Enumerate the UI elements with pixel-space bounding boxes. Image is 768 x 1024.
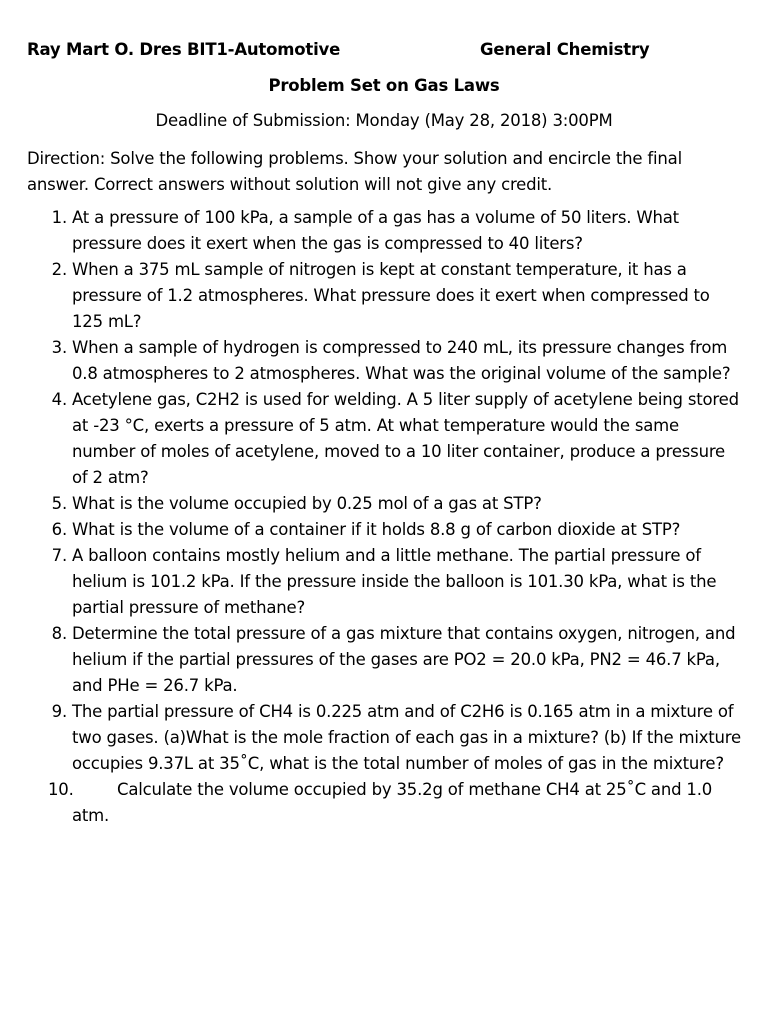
problem-text: The partial pressure of CH4 is 0.225 atm and of C2H6 is 0.165 atm in a mixture of two gases. (a)What is the mole fraction of each gas in a mixture? (b) If the mixture occupies 9.37L at 35˚C, what is the total number of moles of gas in the mixture? (72, 702, 741, 773)
problem-number: 1. (51, 208, 67, 227)
problem-text: What is the volume occupied by 0.25 mol of a gas at STP? (72, 494, 542, 513)
problem-text: A balloon contains mostly helium and a little methane. The partial pressure of helium is 101.2 kPa. If the pressure inside the balloon is 101.30 kPa, what is the partial pressure of methane? (72, 546, 717, 617)
problem-number: 9. (51, 702, 67, 721)
problem-item-9 (0, 699, 768, 777)
deadline-line: Deadline of Submission: Monday (May 28, 2018) 3:00PM (155, 111, 613, 130)
problem-item-5 (0, 491, 768, 517)
problem-item-3 (0, 335, 768, 387)
problem-text: When a 375 mL sample of nitrogen is kept at constant temperature, it has a pressure of 1.2 atmospheres. What pressure does it exert when compressed to 125 mL? (72, 260, 710, 331)
problem-number: 10. (48, 780, 74, 799)
problem-item-10 (0, 777, 768, 829)
document-title: Problem Set on Gas Laws (268, 76, 500, 95)
problem-number: 5. (51, 494, 67, 513)
problem-item-6 (0, 517, 768, 543)
problem-text: Acetylene gas, C2H2 is used for welding. A 5 liter supply of acetylene being stored at -23 °C, exerts a pressure of 5 atm. At what temperature would the same number of moles of acetylene, moved to a 10 liter container, produce a pressure of 2 atm? (72, 390, 739, 487)
student-name-header: Ray Mart O. Dres BIT1-Automotive (27, 40, 341, 59)
problem-text: Determine the total pressure of a gas mixture that contains oxygen, nitrogen, and helium if the partial pressures of the gases are PO2 = 20.0 kPa, PN2 = 46.7 kPa, and PHe = 26.7 kPa. (72, 624, 736, 695)
problem-text: Calculate the volume occupied by 35.2g of methane CH4 at 25˚C and 1.0 atm. (72, 780, 713, 825)
problem-text: What is the volume of a container if it holds 8.8 g of carbon dioxide at STP? (72, 520, 681, 539)
problem-number: 7. (51, 546, 67, 565)
problem-text: At a pressure of 100 kPa, a sample of a gas has a volume of 50 liters. What pressure does it exert when the gas is compressed to 40 liters? (72, 208, 679, 253)
problem-item-1 (0, 205, 768, 257)
problem-number: 4. (51, 390, 67, 409)
problem-number: 2. (51, 260, 67, 279)
problem-item-2 (0, 257, 768, 335)
problem-number: 3. (51, 338, 67, 357)
problem-list (0, 205, 768, 829)
problem-text: When a sample of hydrogen is compressed to 240 mL, its pressure changes from 0.8 atmospheres to 2 atmospheres. What was the original volume of the sample? (72, 338, 731, 383)
course-header: General Chemistry (480, 40, 650, 59)
problem-item-4 (0, 387, 768, 491)
problem-item-7 (0, 543, 768, 621)
problem-item-8 (0, 621, 768, 699)
problem-number: 8. (51, 624, 67, 643)
problem-number: 6. (51, 520, 67, 539)
direction-paragraph: Direction: Solve the following problems. Show your solution and encircle the final answer. Correct answers without solution will not give any credit. (27, 149, 682, 194)
